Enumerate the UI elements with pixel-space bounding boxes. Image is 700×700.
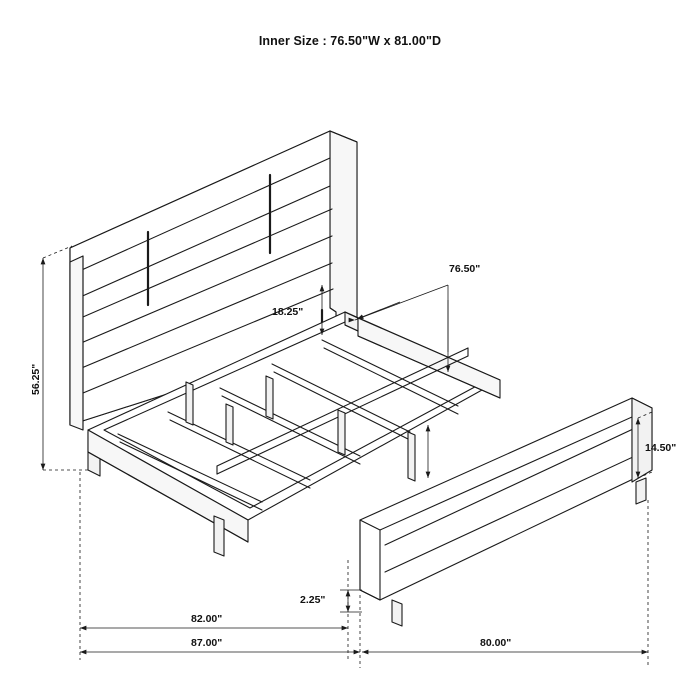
- label-headboard-height: 56.25": [30, 363, 42, 395]
- label-rail-clearance: 2.25": [300, 594, 326, 606]
- label-overall-width: 80.00": [480, 637, 512, 649]
- page-title: Inner Size : 76.50"W x 81.00"D: [258, 34, 442, 48]
- bed-illustration: [70, 131, 652, 626]
- label-inner-depth: 82.00": [191, 613, 223, 625]
- label-overall-depth: 87.00": [191, 637, 223, 649]
- label-headboard-panel: 18.25": [272, 306, 304, 318]
- dim-rail-clearance: [340, 590, 362, 612]
- label-footboard-height: 14.50": [645, 442, 677, 454]
- label-inner-width: 76.50": [449, 263, 481, 275]
